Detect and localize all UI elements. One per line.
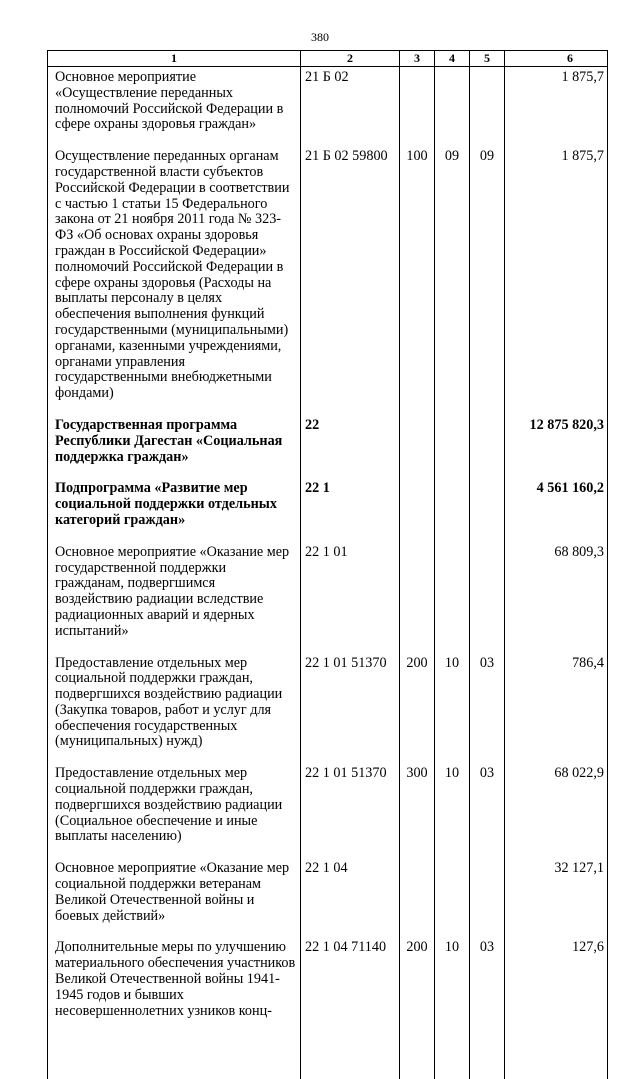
column-header-1: 1 — [48, 51, 301, 67]
row-section — [435, 545, 470, 656]
row-subsection: 03 — [470, 656, 505, 767]
table-row — [48, 67, 608, 150]
row-code: 21 Б 02 59800 — [301, 149, 400, 418]
table-row — [48, 861, 608, 940]
table-row — [48, 149, 608, 418]
row-amount: 1 875,7 — [505, 67, 608, 150]
table-row — [48, 656, 608, 767]
budget-table — [47, 50, 608, 1079]
row-section: 10 — [435, 656, 470, 767]
table-row — [48, 545, 608, 656]
row-section — [435, 481, 470, 544]
table-row — [48, 418, 608, 481]
row-expense-type — [400, 861, 435, 940]
header-row — [48, 51, 608, 67]
row-name: Основное мероприятие «Оказание мер государственной поддержки гражданам, подвергшимся воздействию радиации вследствие радиационных аварий и ядерных испытаний» — [48, 545, 301, 656]
column-header-2: 2 — [301, 51, 400, 67]
row-amount: 127,6 — [505, 940, 608, 1079]
row-name: Осуществление переданных органам государственной власти субъектов Российской Федерации в соответствии с частью 1 статьи 15 Федерального закона от 21 ноября 2011 года № 323-ФЗ «Об основах охраны здоровья граждан в Российской Федерации» полномочий Российской Федерации в сфере охраны здоровья (Расходы на выплаты персоналу в целях обеспечения выполнения функций государственными (муниципальными) органами, казенными учреждениями, органами управления государственными внебюджетными фондами) — [48, 149, 301, 418]
row-amount: 1 875,7 — [505, 149, 608, 418]
row-name: Предоставление отдельных мер социальной поддержки граждан, подвергшихся воздействию радиации (Социальное обеспечение и иные выплаты населению) — [48, 766, 301, 861]
row-code: 22 — [301, 418, 400, 481]
row-expense-type: 200 — [400, 940, 435, 1079]
row-expense-type — [400, 481, 435, 544]
row-subsection: 03 — [470, 766, 505, 861]
row-amount: 32 127,1 — [505, 861, 608, 940]
row-code: 22 1 01 — [301, 545, 400, 656]
row-subsection — [470, 861, 505, 940]
row-subsection — [470, 545, 505, 656]
table-row — [48, 481, 608, 544]
row-name: Подпрограмма «Развитие мер социальной поддержки отдельных категорий граждан» — [48, 481, 301, 544]
row-amount: 68 809,3 — [505, 545, 608, 656]
row-code: 22 1 01 51370 — [301, 766, 400, 861]
row-subsection: 09 — [470, 149, 505, 418]
row-section — [435, 67, 470, 150]
row-expense-type — [400, 418, 435, 481]
row-code: 22 1 04 — [301, 861, 400, 940]
table-row — [48, 940, 608, 1079]
row-amount: 786,4 — [505, 656, 608, 767]
row-subsection — [470, 67, 505, 150]
row-name: Основное мероприятие «Осуществление переданных полномочий Российской Федерации в сфере охраны здоровья граждан» — [48, 67, 301, 150]
row-amount: 68 022,9 — [505, 766, 608, 861]
row-section — [435, 418, 470, 481]
row-subsection — [470, 481, 505, 544]
column-header-5: 5 — [470, 51, 505, 67]
row-code: 22 1 01 51370 — [301, 656, 400, 767]
row-amount: 12 875 820,3 — [505, 418, 608, 481]
page-number: 380 — [311, 30, 329, 44]
row-expense-type: 100 — [400, 149, 435, 418]
row-code: 21 Б 02 — [301, 67, 400, 150]
row-subsection — [470, 418, 505, 481]
row-subsection: 03 — [470, 940, 505, 1079]
row-expense-type: 300 — [400, 766, 435, 861]
column-header-3: 3 — [400, 51, 435, 67]
row-section — [435, 861, 470, 940]
row-expense-type — [400, 67, 435, 150]
table-row — [48, 766, 608, 861]
row-name: Дополнительные меры по улучшению материального обеспечения участников Великой Отечественной войны 1941-1945 годов и бывших несовершеннолетних узников конц- — [48, 940, 301, 1079]
row-section: 09 — [435, 149, 470, 418]
row-name: Основное мероприятие «Оказание мер социальной поддержки ветеранам Великой Отечественной войны и боевых действий» — [48, 861, 301, 940]
column-header-6: 6 — [505, 51, 608, 67]
column-header-4: 4 — [435, 51, 470, 67]
row-name: Предоставление отдельных мер социальной поддержки граждан, подвергшихся воздействию радиации (Закупка товаров, работ и услуг для обеспечения государственных (муниципальных) нужд) — [48, 656, 301, 767]
row-section: 10 — [435, 766, 470, 861]
row-name: Государственная программа Республики Дагестан «Социальная поддержка граждан» — [48, 418, 301, 481]
row-expense-type — [400, 545, 435, 656]
row-amount: 4 561 160,2 — [505, 481, 608, 544]
row-expense-type: 200 — [400, 656, 435, 767]
row-code: 22 1 04 71140 — [301, 940, 400, 1079]
row-section: 10 — [435, 940, 470, 1079]
row-code: 22 1 — [301, 481, 400, 544]
